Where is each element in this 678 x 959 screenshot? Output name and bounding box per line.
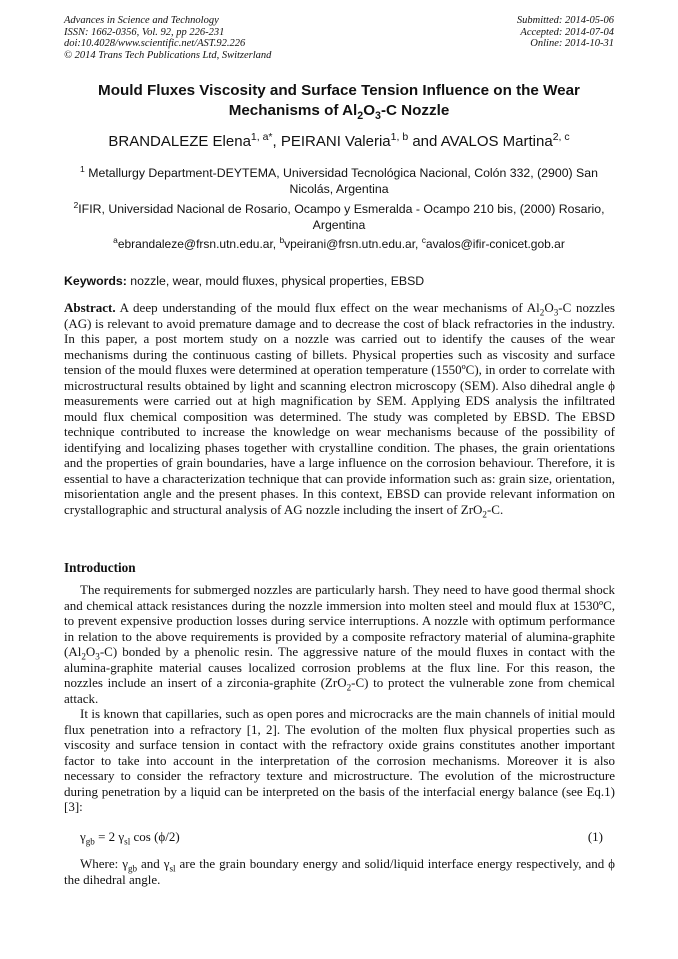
- title-line-2: [64, 101, 614, 121]
- affiliation-2: [64, 201, 614, 233]
- equation-text: cos (ϕ/2): [130, 829, 180, 844]
- email-marker: c: [421, 235, 426, 245]
- author-3: AVALOS Martina: [440, 133, 553, 150]
- email-marker: b: [279, 235, 285, 245]
- title-text: Mechanisms of Al: [228, 102, 358, 119]
- section-heading-introduction: Introduction: [64, 560, 136, 575]
- subscript: 2: [357, 110, 364, 123]
- affiliation-1: [64, 165, 614, 197]
- affiliation-number: 2: [73, 199, 79, 210]
- submitted-date: Submitted: 2014-05-06: [516, 15, 614, 26]
- paragraph-text: Where: γ: [80, 856, 128, 871]
- abstract-label: Abstract.: [64, 300, 116, 315]
- accepted-date: Accepted: 2014-07-04: [520, 26, 614, 38]
- paragraph-text: -C) to protect the vulnerable zone from chemical attack.: [64, 675, 615, 706]
- subscript: gb: [127, 863, 138, 874]
- and-text: and: [412, 133, 438, 150]
- paragraph-text: are the grain boundary energy and solid/liquid interface energy respectively, and ϕ the dihedral angle.: [64, 856, 616, 887]
- keywords-label: Keywords:: [64, 274, 127, 288]
- copyright: © 2014 Trans Tech Publications Ltd, Switzerland: [64, 49, 272, 61]
- subscript: 2: [346, 682, 352, 693]
- title-text: -C Nozzle: [380, 102, 450, 119]
- author-3-affiliation: 2, c: [552, 131, 570, 143]
- journal-name: Advances in Science and Technology: [64, 15, 219, 26]
- equation-number: (1): [587, 829, 603, 844]
- subscript: sl: [169, 863, 176, 874]
- journal-info: [64, 15, 271, 61]
- abstract-text: -C.: [486, 501, 504, 517]
- abstract-text: A deep understanding of the mould flux effect on the wear mechanisms of Al: [119, 300, 540, 315]
- subscript: 3: [375, 110, 381, 123]
- dates-info: [517, 15, 614, 50]
- author-list: BRANDALEZE Elena$^{1, a*}$, PEIRANI Valeria$^{1, b}$ and AVALOS Martina$^{2, c}$: [108, 131, 570, 150]
- abstract: [64, 300, 615, 520]
- equation-1: [80, 829, 615, 845]
- paragraph-text: -C) bonded by a phenolic resin. The aggressive nature of the mould fluxes in contact with the alumina-graphite material causes localized corrosion problems at the flux line. For this reason, the nozzles include an insert of a zirconia-graphite (ZrO: [64, 644, 615, 690]
- abstract-text: -C nozzles (AG) is relevant to avoid premature damage and to decrease the cost of black refractories in the industry. In this paper, a post mortem study on a nozzle was carried out to identify the causes of the wear mechanisms during the continuous casting of billets. Physical properties such as viscosity and surface tension of the mould fluxes were determined at operation temperature (1550ºC), in order to correlate with microstructural results obtained by light and scanning electron microscopy (SEM). Also dihedral angle ϕ measurements were carried out at high magnification by SEM. Applying EDS analysis the infiltrated mould flux chemical composition was determined. The study was completed by EBSD. The EBSD technique contributed to increase the knowledge on wear mechanisms because of the possibility of identifying and localizing phases together with crystalline condition. The phases, the grain orientations and the properties of grain boundaries, have a large influence on the corrosion behaviour. Therefore, it is essential to have a characterization technique that can provide information such as: grain size, orientation, misorientation angle and the present phases. In this context, EBSD can provide relevant information on crystallographic and structural analysis of AG nozzle including the insert of ZrO: [64, 300, 615, 517]
- author-2: PEIRANI Valeria: [280, 133, 391, 150]
- subscript: gb: [85, 836, 95, 847]
- email-marker: a: [113, 235, 118, 245]
- doi[interactable]: doi:10.4028/www.scientific.net/AST.92.226: [64, 38, 246, 50]
- subscript: 3: [553, 307, 559, 318]
- email-b[interactable]: vpeirani@frsn.utn.edu.ar: [284, 237, 416, 251]
- paper-title: [64, 81, 614, 121]
- intro-paragraph-2: It is known that capillaries, such as open pores and microcracks are the main channels of initial mould flux penetration into a refractory [1, 2]. The evolution of the molten flux physical properties such as viscosity and surface tension in contact with the refractory oxide grains constitutes another important factor to take into account in the interpretation of the corrosion mechanisms. Moreover it is also necessary to consider the refractory texture and microstructure. The evolution of the microstructure during penetration by a liquid can be interpreted on the basis of the interfacial energy balance (see Eq.1) [3]:: [64, 706, 615, 814]
- where-paragraph: [64, 856, 615, 887]
- equation-symbol: γ: [80, 829, 86, 844]
- affiliation-number: 1: [80, 163, 85, 174]
- affiliation-text: IFIR, Universidad Nacional de Rosario, Ocampo y Esmeralda - Ocampo 210 bis, (2000) Rosario, Argentina: [78, 202, 605, 232]
- issn: ISSN: 1662-0356, Vol. 92, pp 226-231: [64, 26, 225, 38]
- equation-text: = 2 γ: [94, 829, 125, 844]
- subscript: 2: [482, 509, 487, 520]
- email-list: $^a$ebrandaleze@frsn.utn.edu.ar, $^b$vpeirani@frsn.utn.edu.ar, $^c$avalos@ifir-conicet.gob.ar: [113, 235, 565, 251]
- subscript: 2: [539, 307, 545, 318]
- paragraph-text: and γ: [137, 856, 170, 871]
- subscript: 2: [81, 651, 86, 662]
- subscript: sl: [124, 836, 131, 847]
- abstract-text: O: [544, 300, 554, 315]
- paragraph-text: The requirements for submerged nozzles are particularly harsh. They need to have good thermal shock and chemical attack resistances during the nozzle immersion into molten steel and mould flux at 1530ºC, to prevent expensive production losses during service interruptions. A nozzle with optimum performance in relation to the above requirements is provided by a composite refractory material of alumina-graphite (Al: [64, 582, 615, 659]
- online-date: Online: 2014-10-31: [530, 38, 614, 50]
- paragraph-text: O: [85, 644, 96, 659]
- intro-paragraph-1: [64, 582, 615, 706]
- email-c[interactable]: avalos@ifir-conicet.gob.ar: [425, 237, 565, 251]
- subscript: 3: [95, 651, 100, 662]
- keywords-text: nozzle, wear, mould fluxes, physical properties, EBSD: [130, 274, 425, 288]
- author-1: BRANDALEZE Elena: [108, 133, 251, 150]
- email-a[interactable]: ebrandaleze@frsn.utn.edu.ar: [117, 237, 273, 251]
- author-2-affiliation: 1, b: [390, 131, 409, 143]
- title-line-1: Mould Fluxes Viscosity and Surface Tension Influence on the Wear: [98, 82, 580, 99]
- keywords: [64, 273, 614, 289]
- title-text: O: [363, 102, 376, 119]
- affiliation-text: Metallurgy Department-DEYTEMA, Universidad Tecnológica Nacional, Colón 332, (2900) San Nicolás, Argentina: [88, 166, 598, 196]
- author-1-affiliation: 1, a*: [250, 131, 273, 143]
